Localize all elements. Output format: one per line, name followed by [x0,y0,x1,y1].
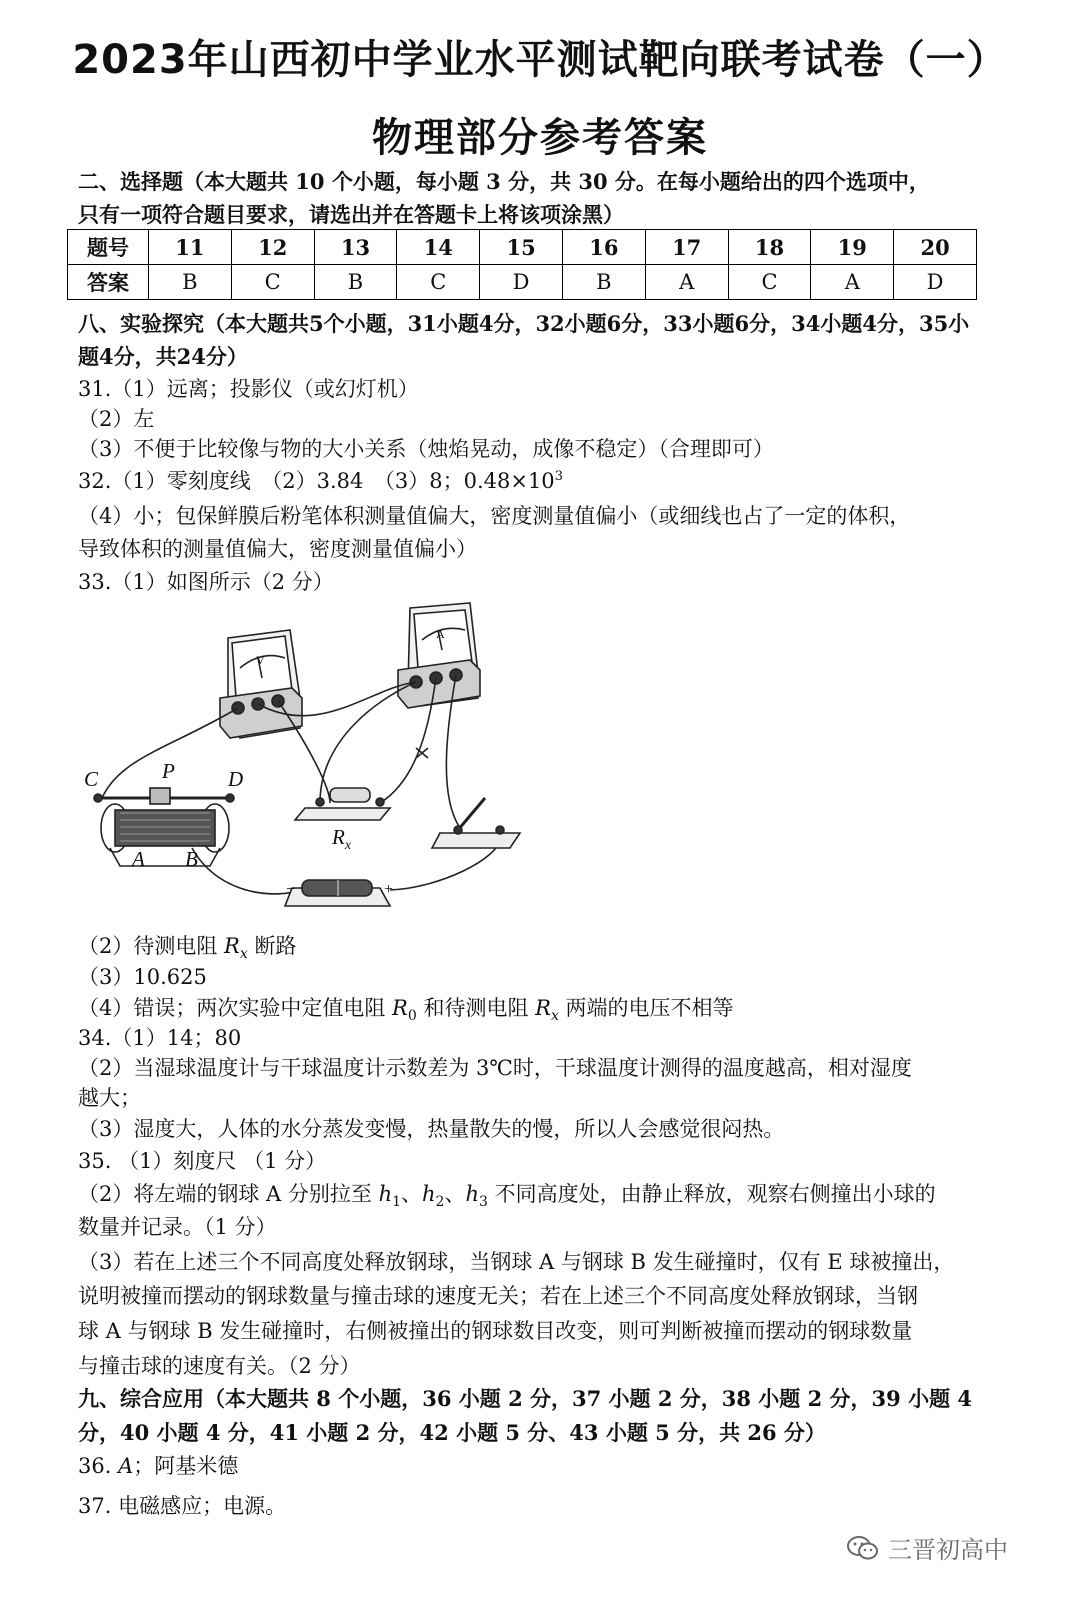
label-b: B [185,847,198,871]
q33-part4 [78,992,734,1024]
wire [192,848,300,894]
question-number-cell: 20 [894,230,977,265]
symbol-h2: h [422,1182,436,1206]
answer-row [68,265,977,300]
question-number-row [68,230,977,265]
label-r: R [332,825,345,849]
wechat-icon [846,1534,880,1562]
resistor-rx [295,788,390,820]
circuit-diagram [80,598,540,920]
row-label-answer: 答案 [68,265,149,300]
question-number-cell: 15 [480,230,563,265]
page-title: 2023年山西初中学业水平测试靶向联考试卷（一） [72,37,1008,83]
q35-part3-line1: （3）若在上述三个不同高度处释放钢球，当钢球 A 与钢球 B 发生碰撞时，仅有 E 球被撞出， [78,1250,955,1274]
label-a: A [132,847,145,871]
q35-part2-tail: 不同高度处，由静止释放，观察右侧撞出小球的 [487,1182,936,1206]
exponent: 3 [554,469,563,484]
q34-part2-line1: （2）当湿球温度计与干球温度计示数差为 3℃时，干球温度计测得的温度越高，相对湿度 [78,1056,912,1080]
section8-heading-line1: 八、实验探究（本大题共5个小题，31小题4分，32小题6分，33小题6分，34小题4分，35小 [78,311,970,336]
voltmeter [220,630,302,738]
battery [285,880,390,906]
q31-part3: （3）不便于比较像与物的大小关系（烛焰晃动，成像不稳定）（合理即可） [78,437,774,461]
answer-cell: B [562,265,645,300]
ammeter [398,603,480,708]
battery-minus-label: − [286,881,296,898]
question-number-cell: 12 [231,230,314,265]
q36-number: 36. [78,1454,119,1478]
q33-part3: （3）10.625 [78,965,207,989]
question-number-cell: 19 [811,230,894,265]
q33-part4-tail: 两端的电压不相等 [558,996,734,1020]
answer-table [67,229,977,300]
q33-part2-text: （2）待测电阻 [78,934,225,958]
subscript-3: 3 [479,1194,488,1211]
q31-part2: （2）左 [78,407,155,431]
q35-part3-line3: 球 A 与钢球 B 发生碰撞时，右侧被撞出的钢球数目改变，则可判断被撞而摆动的钢球数量 [78,1319,913,1343]
symbol-h3: h [465,1182,479,1206]
subscript-1: 1 [392,1194,402,1211]
q36-answer-text: ；阿基米德 [133,1454,239,1478]
q36 [78,1450,238,1480]
watermark [846,1530,1008,1565]
symbol-r0-subscript: 0 [407,1008,417,1025]
separator: 、 [444,1182,466,1206]
answer-cell: B [149,265,232,300]
label-rx [331,825,352,853]
q37: 37. 电磁感应；电源。 [78,1494,287,1518]
q35-part2-text: （2）将左端的钢球 A 分别拉至 [78,1182,379,1206]
q32-part4-line2: 导致体积的测量值偏大，密度测量值偏小） [78,537,477,561]
answer-cell: B [314,265,397,300]
subscript-2: 2 [435,1194,445,1211]
switch [432,798,520,848]
q32-part4-line1: （4）小；包保鲜膜后粉笔体积测量值偏大，密度测量值偏小（或细线也占了一定的体积， [78,504,911,528]
q34-part1: 34.（1）14；80 [78,1026,242,1050]
section9-heading-line1: 九、综合应用（本大题共 8 个小题，36 小题 2 分，37 小题 2 分，38 小题 2 分，39 小题 4 [78,1386,972,1411]
separator: 、 [401,1182,423,1206]
q33-part4-mid: 和待测电阻 [416,996,536,1020]
q34-part3: （3）湿度大，人体的水分蒸发变慢，热量散失的慢，所以人会感觉很闷热。 [78,1117,785,1141]
row-label-question: 题号 [68,230,149,265]
symbol-subscript: x [239,946,248,963]
section8-heading-line2: 题4分，共24分） [78,344,248,369]
label-d: D [228,767,244,791]
answer-cell: A [811,265,894,300]
symbol-rx: R [535,996,551,1020]
question-number-cell: 17 [645,230,728,265]
answer-cell: C [728,265,811,300]
q35-part2-line2: 数量并记录。（1 分） [78,1215,277,1239]
q32-part1 [78,465,563,495]
q35-part3-line2: 说明被撞而摆动的钢球数量与撞击球的速度无关；若在上述三个不同高度处释放钢球，当钢 [78,1284,918,1308]
wire [102,708,238,798]
section2-heading-line2: 只有一项符合题目要求，请选出并在答题卡上将该项涂黑） [78,202,624,227]
q33-part2 [78,930,296,962]
symbol-rx-subscript: x [550,1008,559,1025]
watermark-text: 三晋初高中 [888,1536,1008,1564]
q33-part1: 33.（1）如图所示（2 分） [78,570,334,594]
q35-part1: 35. （1）刻度尺 （1 分） [78,1149,327,1173]
q31-part1: 31.（1）远离；投影仪（或幻灯机） [78,377,419,401]
label-r-subscript: x [344,838,352,853]
q35-part3-line4: 与撞击球的速度有关。（2 分） [78,1354,361,1378]
answer-cell: C [231,265,314,300]
q35-part2-line1 [78,1178,936,1210]
question-number-cell: 18 [728,230,811,265]
question-number-cell: 11 [149,230,232,265]
answer-cell: D [894,265,977,300]
ammeter-symbol: A [436,627,445,641]
label-c: C [84,767,99,791]
q36-answer-letter: A [118,1454,134,1478]
answer-cell: A [645,265,728,300]
symbol-r: R [224,934,240,958]
page-subtitle: 物理部分参考答案 [372,115,708,161]
section2-heading-line1: 二、选择题（本大题共 10 个小题，每小题 3 分，共 30 分。在每小题给出的四个选项中， [78,169,930,194]
question-number-cell: 13 [314,230,397,265]
answer-cell: C [397,265,480,300]
answer-cell: D [480,265,563,300]
symbol-h1: h [378,1182,393,1206]
rheostat [94,788,234,866]
q33-part2-tail: 断路 [247,934,297,958]
q33-part4-text: （4）错误；两次实验中定值电阻 [78,996,393,1020]
question-number-cell: 16 [562,230,645,265]
q32-part1-text: 32.（1）零刻度线 （2）3.84 （3）8；0.48×10 [78,469,555,493]
q34-part2-line2: 越大； [78,1086,141,1110]
label-p: P [162,759,175,783]
section9-heading-line2: 分，40 小题 4 分，41 小题 2 分，42 小题 5 分、43 小题 5 分，共 26 分） [78,1420,826,1445]
voltmeter-symbol: V [256,653,265,667]
symbol-r0: R [392,996,408,1020]
question-number-cell: 14 [397,230,480,265]
battery-plus-label: + [384,881,394,898]
